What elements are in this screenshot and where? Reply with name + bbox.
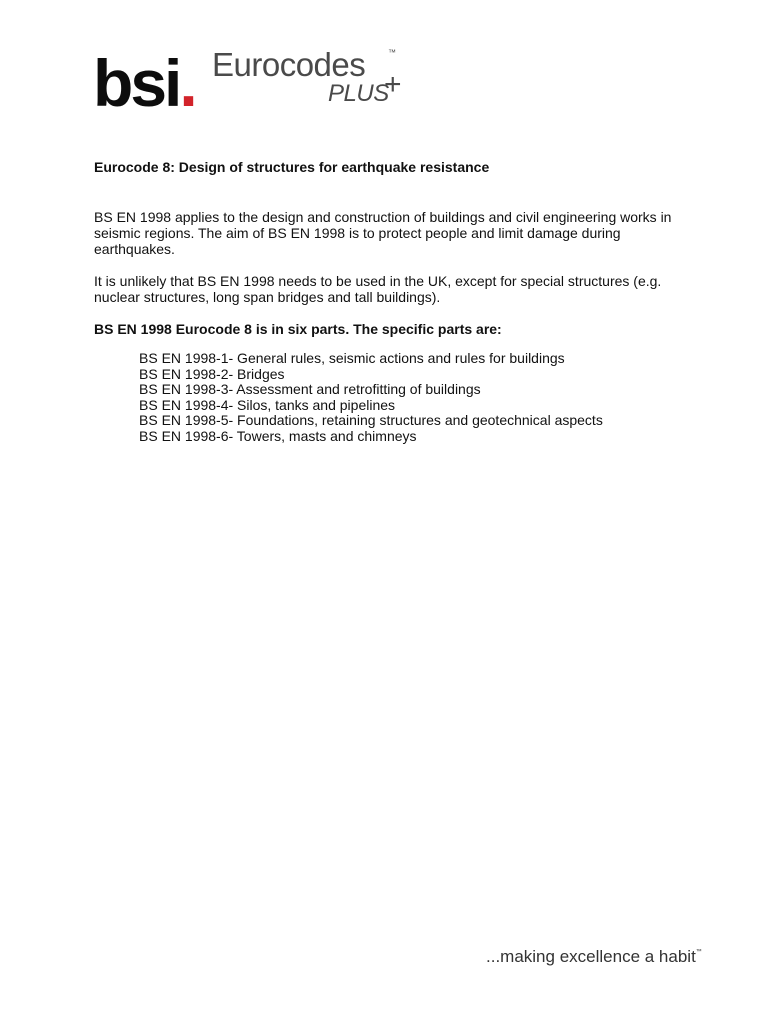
list-item: BS EN 1998-5- Foundations, retaining structures and geotechnical aspects bbox=[139, 412, 603, 428]
uk-usage-paragraph: It is unlikely that BS EN 1998 needs to be used in the UK, except for special structures (e.g. nuclear structures, long span bridges and tall buildings). bbox=[94, 273, 662, 305]
document-body bbox=[94, 159, 684, 444]
eurocodes-logo-plus-word: PLUS bbox=[328, 80, 389, 107]
list-item: BS EN 1998-4- Silos, tanks and pipelines bbox=[139, 396, 396, 413]
intro-paragraph: BS EN 1998 applies to the design and construction of buildings and civil engineering works in seismic regions. The aim of BS EN 1998 is to protect people and limit damage during earthquakes. bbox=[94, 209, 672, 257]
list-item: BS EN 1998-6- Towers, masts and chimneys bbox=[139, 427, 417, 444]
list-item: BS EN 1998-1- General rules, seismic actions and rules for buildings bbox=[139, 350, 565, 366]
tagline-trademark: ™ bbox=[695, 949, 702, 955]
eurocodes-logo-plus-sign: + bbox=[384, 68, 402, 101]
footer-tagline bbox=[486, 947, 702, 967]
bsi-logo-dot: . bbox=[179, 46, 195, 120]
parts-list bbox=[139, 351, 684, 444]
eurocodes-plus-logo bbox=[212, 48, 412, 112]
parts-heading: BS EN 1998 Eurocode 8 is in six parts. The specific parts are: bbox=[94, 321, 502, 337]
eurocodes-logo-trademark: ™ bbox=[388, 48, 396, 57]
list-item: BS EN 1998-2- Bridges bbox=[139, 365, 285, 382]
bsi-logo bbox=[93, 46, 195, 120]
bsi-logo-text: bsi bbox=[93, 46, 180, 120]
eurocodes-logo-word: Eurocodes bbox=[212, 46, 366, 83]
tagline-text: ...making excellence a habit bbox=[486, 947, 696, 966]
list-item: BS EN 1998-3- Assessment and retrofitting of buildings bbox=[139, 381, 481, 397]
document-title: Eurocode 8: Design of structures for earthquake resistance bbox=[94, 159, 490, 175]
